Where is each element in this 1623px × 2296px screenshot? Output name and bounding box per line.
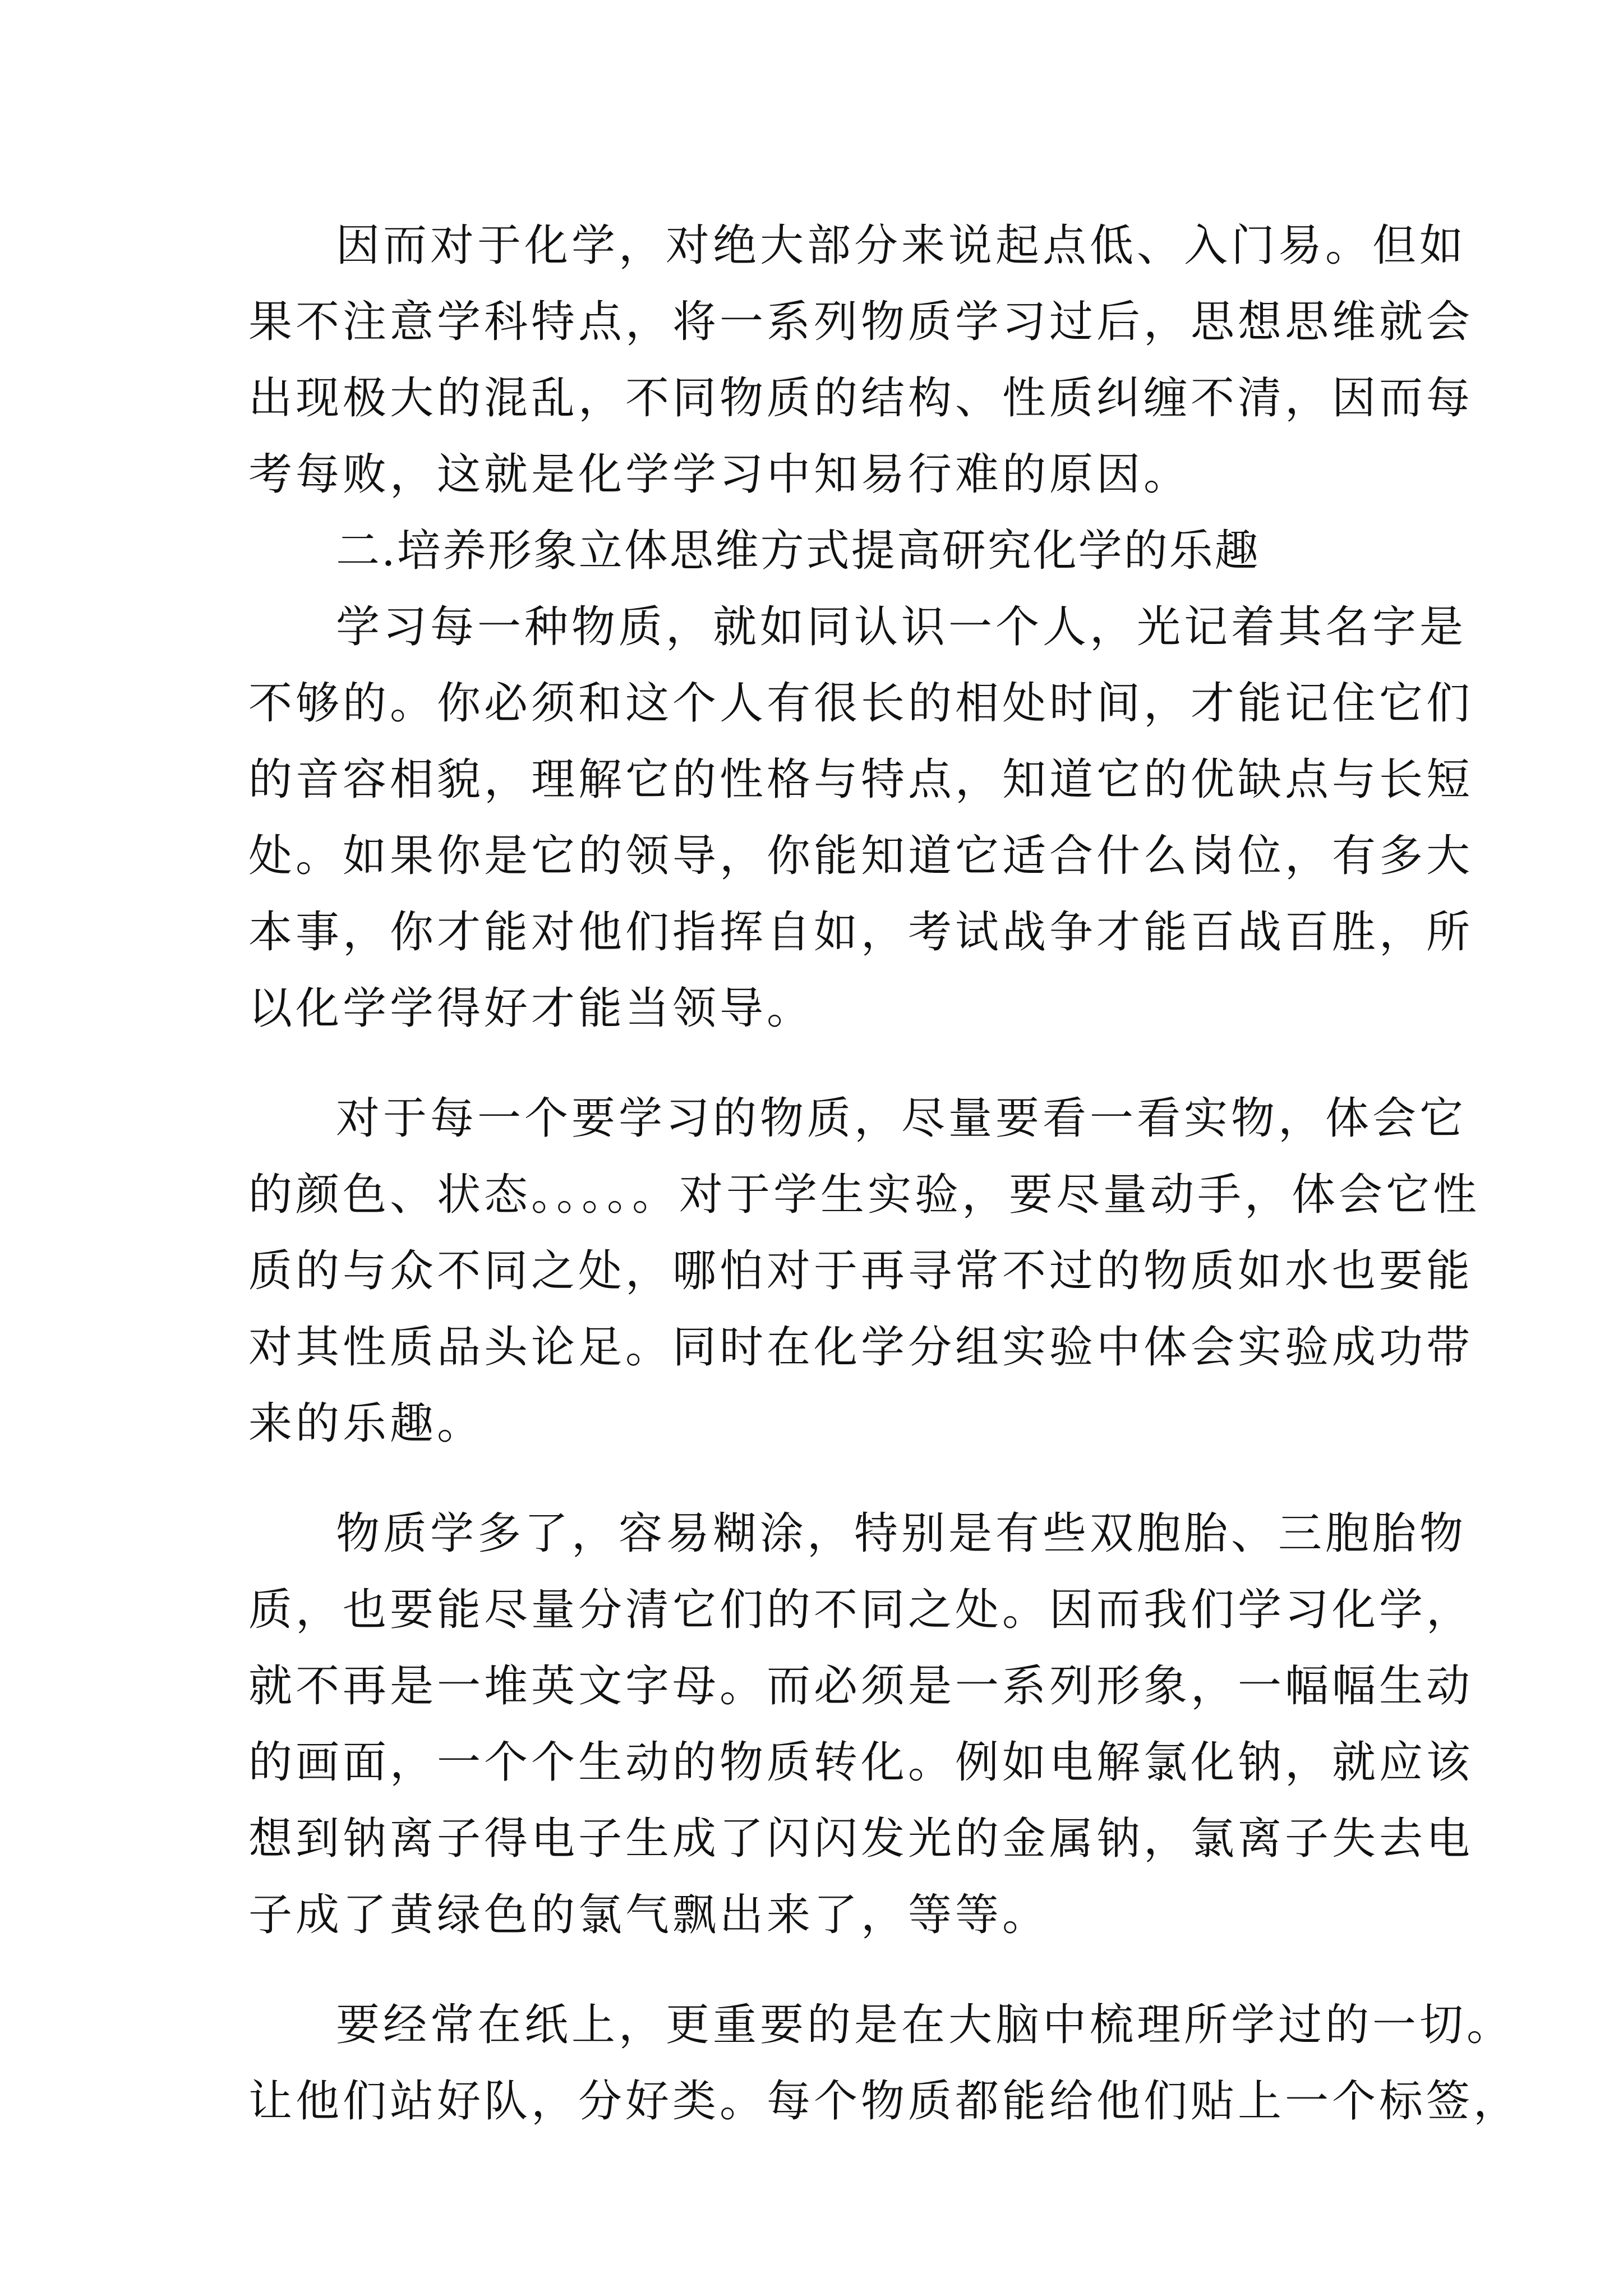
paragraph-line: 果不注意学科特点，将一系列物质学习过后，思想思维就会 bbox=[248, 297, 1474, 347]
paragraph-line: 对其性质品头论足。同时在化学分组实验中体会实验成功带 bbox=[248, 1322, 1474, 1373]
paragraph bbox=[248, 589, 1474, 1047]
paragraph-line: 质，也要能尽量分清它们的不同之处。因而我们学习化学， bbox=[248, 1585, 1474, 1635]
paragraph-line: 来的乐趣。 bbox=[248, 1398, 485, 1449]
paragraph-line: 学习每一种物质，就如同认识一个人，光记着其名字是 bbox=[336, 602, 1467, 652]
document-body bbox=[248, 208, 1521, 2139]
paragraph-line: 要经常在纸上，更重要的是在大脑中梳理所学过的一切。 bbox=[336, 2000, 1514, 2050]
paragraph-line: 想到钠离子得电子生成了闪闪发光的金属钠，氯离子失去电 bbox=[248, 1814, 1474, 1864]
section-heading bbox=[248, 513, 1393, 589]
paragraph-line: 的音容相貌，理解它的性格与特点，知道它的优缺点与长短 bbox=[248, 754, 1474, 805]
paragraph-line: 物质学多了，容易糊涂，特别是有些双胞胎、三胞胎物 bbox=[336, 1508, 1467, 1559]
paragraph-line: 考每败，这就是化学学习中知易行难的原因。 bbox=[248, 449, 1191, 500]
paragraph-line: 本事，你才能对他们指挥自如，考试战争才能百战百胜，所 bbox=[248, 907, 1474, 958]
paragraph-line: 不够的。你必须和这个人有很长的相处时间，才能记住它们 bbox=[248, 678, 1474, 729]
paragraph-line: 处。如果你是它的领导，你能知道它适合什么岗位，有多大 bbox=[248, 831, 1474, 881]
paragraph bbox=[248, 1496, 1474, 1953]
paragraph-line: 子成了黄绿色的氯气飘出来了，等等。 bbox=[248, 1890, 1050, 1940]
paragraph-line: 的颜色、状态。。。。。对于学生实验，要尽量动手，体会它性 bbox=[248, 1170, 1481, 1220]
paragraph-line: 让他们站好队，分好类。每个物质都能给他们贴上一个标签， bbox=[248, 2076, 1521, 2127]
section-heading-text: 二.培养形象立体思维方式提高研究化学的乐趣 bbox=[336, 526, 1260, 576]
paragraph-line: 质的与众不同之处，哪怕对于再寻常不过的物质如水也要能 bbox=[248, 1246, 1474, 1296]
paragraph bbox=[248, 1987, 1521, 2139]
paragraph-line: 就不再是一堆英文字母。而必须是一系列形象，一幅幅生动 bbox=[248, 1661, 1474, 1711]
paragraph-line: 的画面，一个个生动的物质转化。例如电解氯化钠，就应该 bbox=[248, 1737, 1474, 1788]
paragraph-line: 出现极大的混乱，不同物质的结构、性质纠缠不清，因而每 bbox=[248, 373, 1474, 424]
paragraph-line: 对于每一个要学习的物质，尽量要看一看实物，体会它 bbox=[336, 1093, 1467, 1144]
paragraph-line: 因而对于化学，对绝大部分来说起点低、入门易。但如 bbox=[336, 220, 1467, 271]
paragraph-line: 以化学学得好才能当领导。 bbox=[248, 983, 814, 1034]
paragraph bbox=[248, 1080, 1481, 1462]
paragraph bbox=[248, 208, 1474, 513]
